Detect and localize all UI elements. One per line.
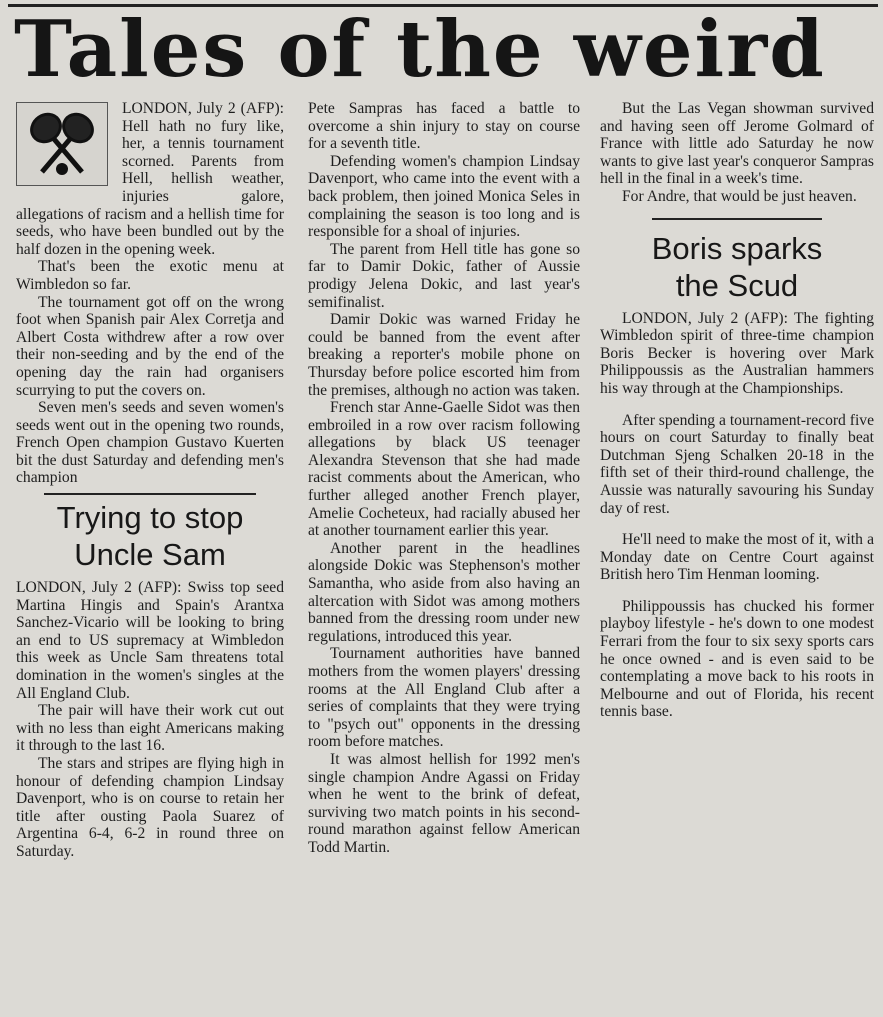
headline: Tales of the weird — [14, 4, 826, 95]
article1-paragraph: For Andre, that would be just heaven. — [622, 187, 857, 205]
article1-paragraph: Tournament authorities have banned mothers from the women players' dressing rooms at the All England Club after a series of complaints that they were trying to "psych out" opponents in the dressing room before matches. — [308, 645, 580, 751]
article3-paragraph: He'll need to make the most of it, with a Monday date on Centre Court against British hero Tim Henman looming. — [600, 531, 874, 584]
article1-paragraph: Defending women's champion Lindsay Davenport, who came into the event with a back problem, then joined Monica Seles in complaining the season is too long and is responsible for a shoal of injuries. — [308, 152, 580, 241]
article3-title: Boris sparks the Scud — [651, 230, 823, 303]
article2-paragraph: The pair will have their work cut out with no less than eight Americans making it through to the last 16. — [16, 702, 284, 755]
tennis-rackets-icon — [16, 102, 108, 186]
article3-paragraph: After spending a tournament-record five hours on court Saturday to finally beat Dutchman Sjeng Schalken 20-18 in the fifth set of their third-round challenge, the Aussie was naturally savouring his Sunday day of rest. — [600, 411, 874, 517]
article1-paragraph: Pete Sampras has faced a battle to overcome a shin injury to stay on course for a seventh title. — [308, 100, 580, 153]
article1-paragraph: It was almost hellish for 1992 men's single champion Andre Agassi on Friday when he went to the brink of defeat, surviving two match points in his second-round marathon against fellow American Todd Martin. — [308, 750, 580, 856]
article3-paragraph: LONDON, July 2 (AFP): The fighting Wimbledon spirit of three-time champion Boris Becker is hovering over Mark Philippoussis as the Australian hammers his way through at the Championships. — [600, 309, 874, 397]
divider — [652, 218, 822, 220]
article1-paragraph: French star Anne-Gaelle Sidot was then embroiled in a row over racism following allegations by black US teenager Alexandra Stevenson that she had made racist comments about the American, who further alleged another French player, Amelie Cocheteux, had racially abused her at another tournament earlier this year. — [308, 399, 580, 540]
article2-title: Trying to stop Uncle Sam — [56, 500, 244, 573]
column-2 — [308, 100, 580, 857]
article2-paragraph: LONDON, July 2 (AFP): Swiss top seed Martina Hingis and Spain's Arantxa Sanchez-Vicario will be looking to bring an end to US supremacy at Wimbledon this week as Uncle Sam threatens total domination in the women's singles at the All England Club. — [16, 579, 284, 702]
column-3 — [600, 100, 874, 721]
divider — [44, 493, 256, 495]
article1-paragraph: Another parent in the headlines alongside Dokic was Stephenson's mother Samantha, who aside from also having an altercation with Sidot was among mothers banned from the dressing room under new regulations, introduced this year. — [308, 539, 580, 645]
article1-paragraph: Damir Dokic was warned Friday he could be banned from the event after breaking a reporter's mobile phone on Thursday before police escorted him from the premises, although no action was taken. — [308, 311, 580, 399]
article1-paragraph: That's been the exotic menu at Wimbledon so far. — [16, 258, 284, 293]
article3-paragraph: Philippoussis has chucked his former playboy lifestyle - he's down to one modest Ferrari from the four to six sexy sports cars he once owned - and is even said to be contemplating a move back to his roots in Melbourne and out of Florida, his recent tennis base. — [600, 597, 874, 721]
article1-paragraph: But the Las Vegan showman survived and having seen off Jerome Golmard of France with little ado Saturday he now wants to give last year's conqueror Sampras hell in the final in a week's time. — [600, 100, 874, 188]
article1-paragraph: The parent from Hell title has gone so far to Damir Dokic, father of Aussie prodigy Jelena Dokic, and last year's semifinalist. — [308, 240, 580, 311]
article2-paragraph: The stars and stripes are flying high in honour of defending champion Lindsay Davenport, who is on course to retain her title after ousting Paola Suarez of Argentina 6-4, 6-2 in round three on Saturday. — [16, 755, 284, 860]
article1-paragraph: LONDON, July 2 (AFP): Hell hath no fury like, her, a tennis tournament scorned. Parents from Hell, hellish weather, injuries galore, allegations of racism and a hellish time for seeds, who have been bundled out by the half dozen in the opening week. — [16, 100, 284, 258]
article1-paragraph: The tournament got off on the wrong foot when Spanish pair Alex Corretja and Albert Costa withdrew after a row over their non-seeding and by the end of the opening day the rain had organisers scurrying to put the covers on. — [16, 293, 284, 399]
column-1 — [16, 100, 284, 861]
article1-paragraph: Seven men's seeds and seven women's seeds went out in the opening two rounds, French Open champion Gustavo Kuerten bit the dust Saturday and defending men's champion — [16, 399, 284, 487]
